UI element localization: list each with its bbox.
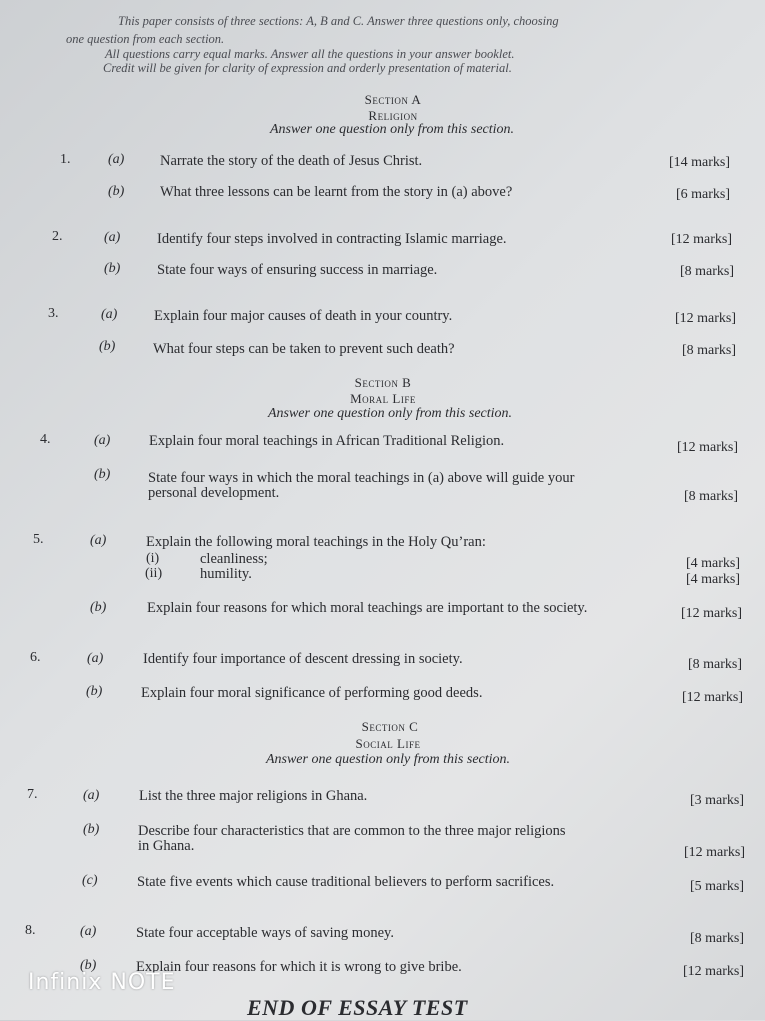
marks-label: [4 marks] [685,556,740,571]
question-part-label: (a) [80,924,97,939]
section-b-title: Section B [354,375,412,390]
marks-label: [4 marks] [685,572,740,587]
marks-label: [5 marks] [689,879,744,894]
question-part-label: (a) [101,307,118,322]
question-part-label: (a) [87,651,104,666]
marks-label: [6 marks] [675,187,730,202]
marks-label: [8 marks] [681,343,736,358]
question-part-label: (a) [90,533,107,548]
marks-label: [12 marks] [674,311,736,326]
section-b-answer-note: Answer one question only from this section. [267,406,513,421]
question-number: 5. [33,532,44,547]
question-text: Identify four importance of descent dressing in society. [143,651,463,667]
question-part-label: (a) [94,433,111,448]
question-text: Explain four moral significance of performing good deeds. [141,685,483,701]
section-b-subtitle: Moral Life [350,391,416,406]
question-number: 7. [27,787,38,802]
instruction-line-2: one question from each section. [66,32,225,46]
question-part-label: (b) [104,261,121,276]
camera-watermark: Infinix NOTE [28,970,176,995]
marks-label: [14 marks] [668,155,730,170]
question-part-label: (b) [83,822,100,837]
marks-label: [12 marks] [676,440,738,455]
question-number: 6. [30,650,41,665]
question-part-label: (b) [90,600,107,615]
question-part-label: (b) [80,958,97,973]
question-number: 3. [48,306,59,321]
question-text: Explain four reasons for which moral teachings are important to the society. [147,600,588,616]
marks-label: [12 marks] [670,232,732,247]
question-text: Describe four characteristics that are common to the three major religions [138,823,566,839]
sub-part-label: (i) [146,551,160,566]
marks-label: [3 marks] [689,793,744,808]
question-text: Explain four reasons for which it is wrong to give bribe. [136,959,462,975]
question-part-label: (b) [94,467,111,482]
question-part-label: (b) [99,339,116,354]
question-part-label: (b) [86,684,103,699]
section-a-answer-note: Answer one question only from this section. [269,122,515,137]
marks-label: [8 marks] [679,264,734,279]
end-of-test-heading: END OF ESSAY TEST [247,995,468,1020]
instruction-line-3: All questions carry equal marks. Answer all the questions in your answer booklet. [105,47,515,61]
question-number: 1. [60,152,71,167]
marks-label: [12 marks] [683,845,745,860]
sub-part-label: (ii) [145,566,163,581]
question-text: in Ghana. [138,838,195,854]
question-number: 4. [40,432,51,447]
section-a-subtitle: Religion [368,108,418,123]
question-text: Identify four steps involved in contracting Islamic marriage. [157,231,507,247]
question-text: What three lessons can be learnt from the story in (a) above? [160,184,513,200]
section-a-title: Section A [364,92,422,107]
question-text: State four acceptable ways of saving money. [136,925,394,941]
question-text: personal development. [148,485,280,501]
marks-label: [8 marks] [687,657,742,672]
question-text: Narrate the story of the death of Jesus Christ. [160,153,423,169]
marks-label: [12 marks] [680,606,742,621]
question-text: Explain four moral teachings in African Traditional Religion. [149,433,505,449]
question-number: 8. [25,923,36,938]
question-text: cleanliness; [200,551,268,567]
question-text: Explain the following moral teachings in the Holy Qu’ran: [146,534,486,550]
question-text: List the three major religions in Ghana. [139,788,368,804]
marks-label: [12 marks] [682,964,744,979]
marks-label: [12 marks] [681,690,743,705]
question-part-label: (a) [108,152,125,167]
question-part-label: (b) [108,184,125,199]
section-c-subtitle: Social Life [355,736,421,751]
question-text: humility. [200,566,252,582]
question-text: State four ways of ensuring success in marriage. [157,262,438,278]
instruction-line-1: This paper consists of three sections: A, B and C. Answer three questions only, choosing [118,14,559,28]
question-text: Explain four major causes of death in your country. [154,308,453,324]
section-c-answer-note: Answer one question only from this section. [265,752,511,767]
question-text: What four steps can be taken to prevent such death? [153,341,455,357]
marks-label: [8 marks] [683,489,738,504]
question-part-label: (a) [83,788,100,803]
marks-label: [8 marks] [689,931,744,946]
question-part-label: (a) [104,230,121,245]
question-text: State five events which cause traditional believers to perform sacrifices. [137,874,555,890]
question-number: 2. [52,229,63,244]
question-text: State four ways in which the moral teachings in (a) above will guide your [148,470,575,486]
section-c-title: Section C [361,719,419,734]
instruction-line-4: Credit will be given for clarity of expression and orderly presentation of material. [103,61,512,75]
question-part-label: (c) [82,873,98,888]
